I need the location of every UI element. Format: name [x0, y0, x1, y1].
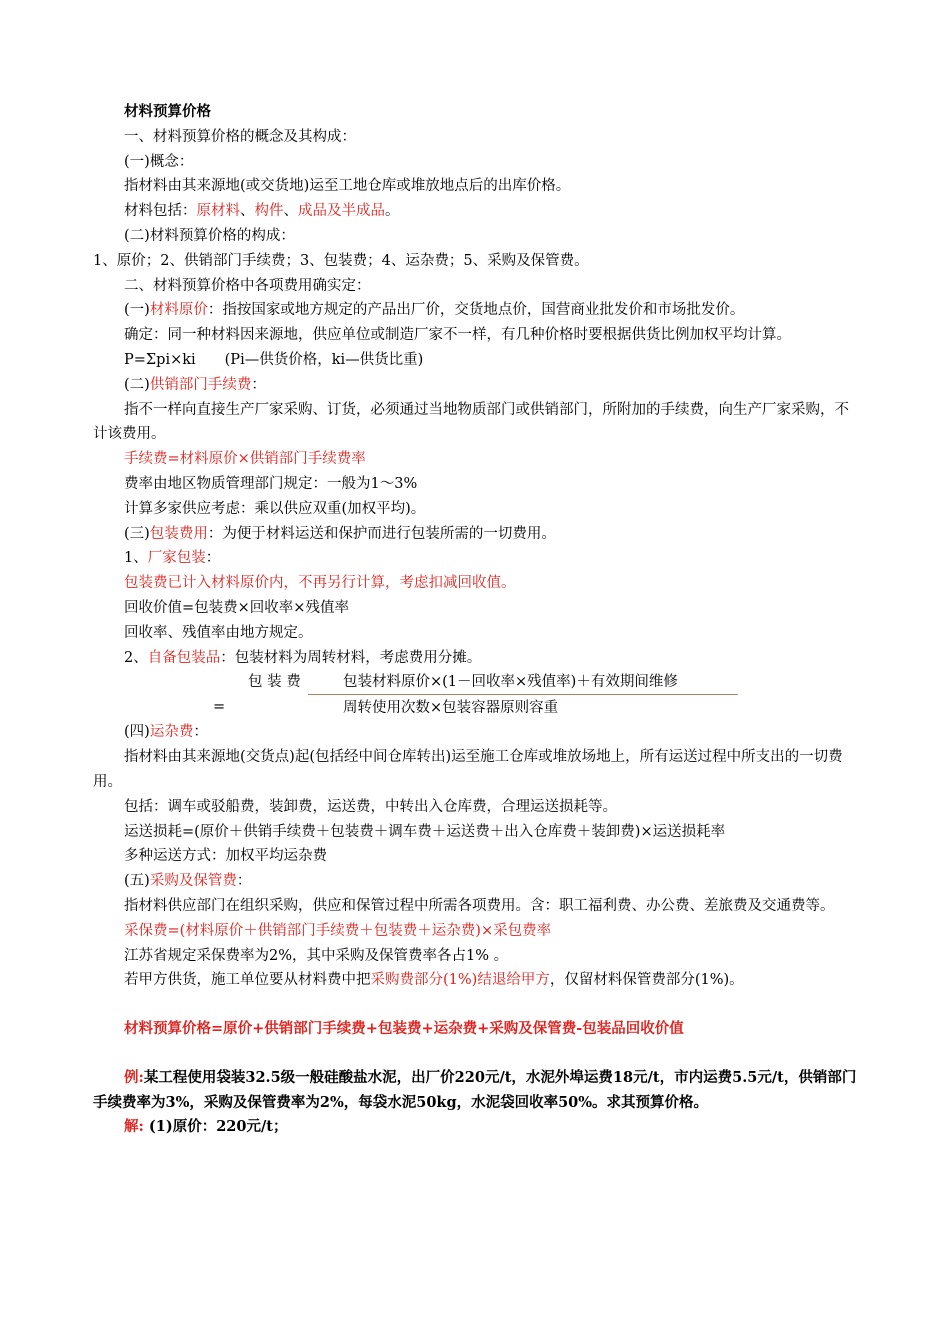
factory-packaging-note: 包装费已计入材料原价内，不再另行计算，考虑扣减回收值。 [124, 575, 516, 592]
fraction-denominator: 周转使用次数×包装容器原则容重 [343, 700, 559, 717]
spacer [93, 1042, 859, 1066]
packaging-fee-fraction [93, 670, 859, 720]
composition-list: 1、原价；2、供销部门手续费；3、包装费；4、运杂费；5、采购及保管费。 [93, 252, 589, 269]
own-packaging: 2、自备包装品：包装材料为周转材料，考虑费用分摊。 [124, 649, 482, 666]
handling-fee-description: 指不一样向直接生产厂家采购、订货，必须通过当地物质部门或供销部门，所附加的手续费，向生产厂家采购，不计该费用。 [93, 401, 849, 443]
handling-fee-item: (二)供销部门手续费： [124, 376, 266, 393]
factory-packaging: 1、厂家包装： [124, 550, 221, 567]
solution-step-1: 解: (1)原价：220元/t； [124, 1118, 288, 1136]
raw-price-item: (一)材料原价：指按国家或地方规定的产品出厂价，交货地点价，国营商业批发价和市场批发价。 [124, 302, 745, 319]
spacer [93, 993, 859, 1017]
procurement-fee-description: 指材料供应部门在组织采购，供应和保管过程中所需各项费用。含：职工福利费、办公费、差旅费及交通费等。 [124, 897, 835, 914]
doc-title: 材料预算价格 [124, 103, 211, 120]
packaging-item: (三)包装费用：为便于材料运送和保护而进行包装所需的一切费用。 [124, 525, 556, 542]
fraction-bar [308, 694, 738, 695]
fraction-label: 包 装 费 [248, 674, 301, 691]
handling-fee-formula: 手续费=材料原价×供销部门手续费率 [124, 451, 366, 468]
subsection-composition: (二)材料预算价格的构成： [124, 227, 295, 244]
definition-text: 指材料由其来源地(或交货地)运至工地仓库或堆放地点后的出库价格。 [124, 178, 571, 195]
section-1-heading: 一、材料预算价格的概念及其构成： [124, 128, 356, 145]
summary-formula: 材料预算价格=原价+供销部门手续费+包装费+运杂费+采购及保管费-包装品回收价值 [124, 1020, 684, 1038]
weighted-price-formula: P=Σpi×ki (Pi—供货价格，ki—供货比重) [124, 351, 424, 368]
transport-fee-description: 指材料由其来源地(交货点)起(包括经中间仓库转出)运至施工仓库或堆放场地上，所有运送过程中所支出的一切费用。 [93, 749, 843, 790]
transport-loss-formula: 运送损耗=(原价＋供销手续费＋包装费＋调车费＋运送费＋出入仓库费＋装卸费)×运送损耗率 [124, 823, 726, 840]
example-label: 例: [124, 1068, 144, 1086]
fraction-numerator: 包装材料原价×(1－回收率×残值率)＋有效期间维修 [343, 674, 678, 691]
section-2-heading: 二、材料预算价格中各项费用确实定： [124, 277, 371, 294]
example-problem: 例:某工程使用袋装32.5级一般硅酸盐水泥，出厂价220元/t，水泥外埠运费18元/t，市内运费5.5元/t，供销部门手续费率为3%，采购及保管费率为2%，每袋水泥50kg，水泥袋回收率50%。求其预算价格。 [93, 1068, 857, 1111]
jiangsu-rate-note: 江苏省规定采保费率为2%，其中采购及保管费率各占1% 。 [124, 947, 509, 964]
materials-include: 材料包括：原材料、构件、成品及半成品。 [124, 203, 400, 220]
transport-multi-mode: 多种运送方式：加权平均运杂费 [124, 848, 327, 865]
raw-price-determination: 确定：同一种材料因来源地，供应单位或制造厂家不一样，有几种价格时要根据供货比例加权平均计算。 [124, 327, 791, 344]
handling-fee-multi-supplier: 计算多家供应考虑：乘以供应双重(加权平均)。 [124, 500, 426, 517]
fraction-equals: = [213, 699, 226, 716]
transport-fee-item: (四)运杂费： [124, 724, 208, 741]
document-page [93, 100, 859, 1140]
recovery-value-formula: 回收价值=包装费×回收率×残值率 [124, 599, 349, 616]
procurement-fee-formula: 采保费=(材料原价＋供销部门手续费＋包装费＋运杂费)×采包费率 [124, 922, 552, 939]
handling-fee-rate: 费率由地区物质管理部门规定：一般为1～3% [124, 475, 418, 492]
transport-fee-includes: 包括：调车或驳船费，装卸费，运送费，中转出入仓库费，合理运送损耗等。 [124, 798, 617, 815]
recovery-rate-note: 回收率、残值率由地方规定。 [124, 624, 313, 641]
solution-label: 解: [124, 1118, 144, 1136]
procurement-fee-item: (五)采购及保管费： [124, 873, 252, 890]
subsection-concept: (一)概念： [124, 153, 194, 170]
owner-supply-note: 若甲方供货，施工单位要从材料费中把采购费部分(1%)结退给甲方，仅留材料保管费部分(1%)。 [124, 972, 744, 989]
